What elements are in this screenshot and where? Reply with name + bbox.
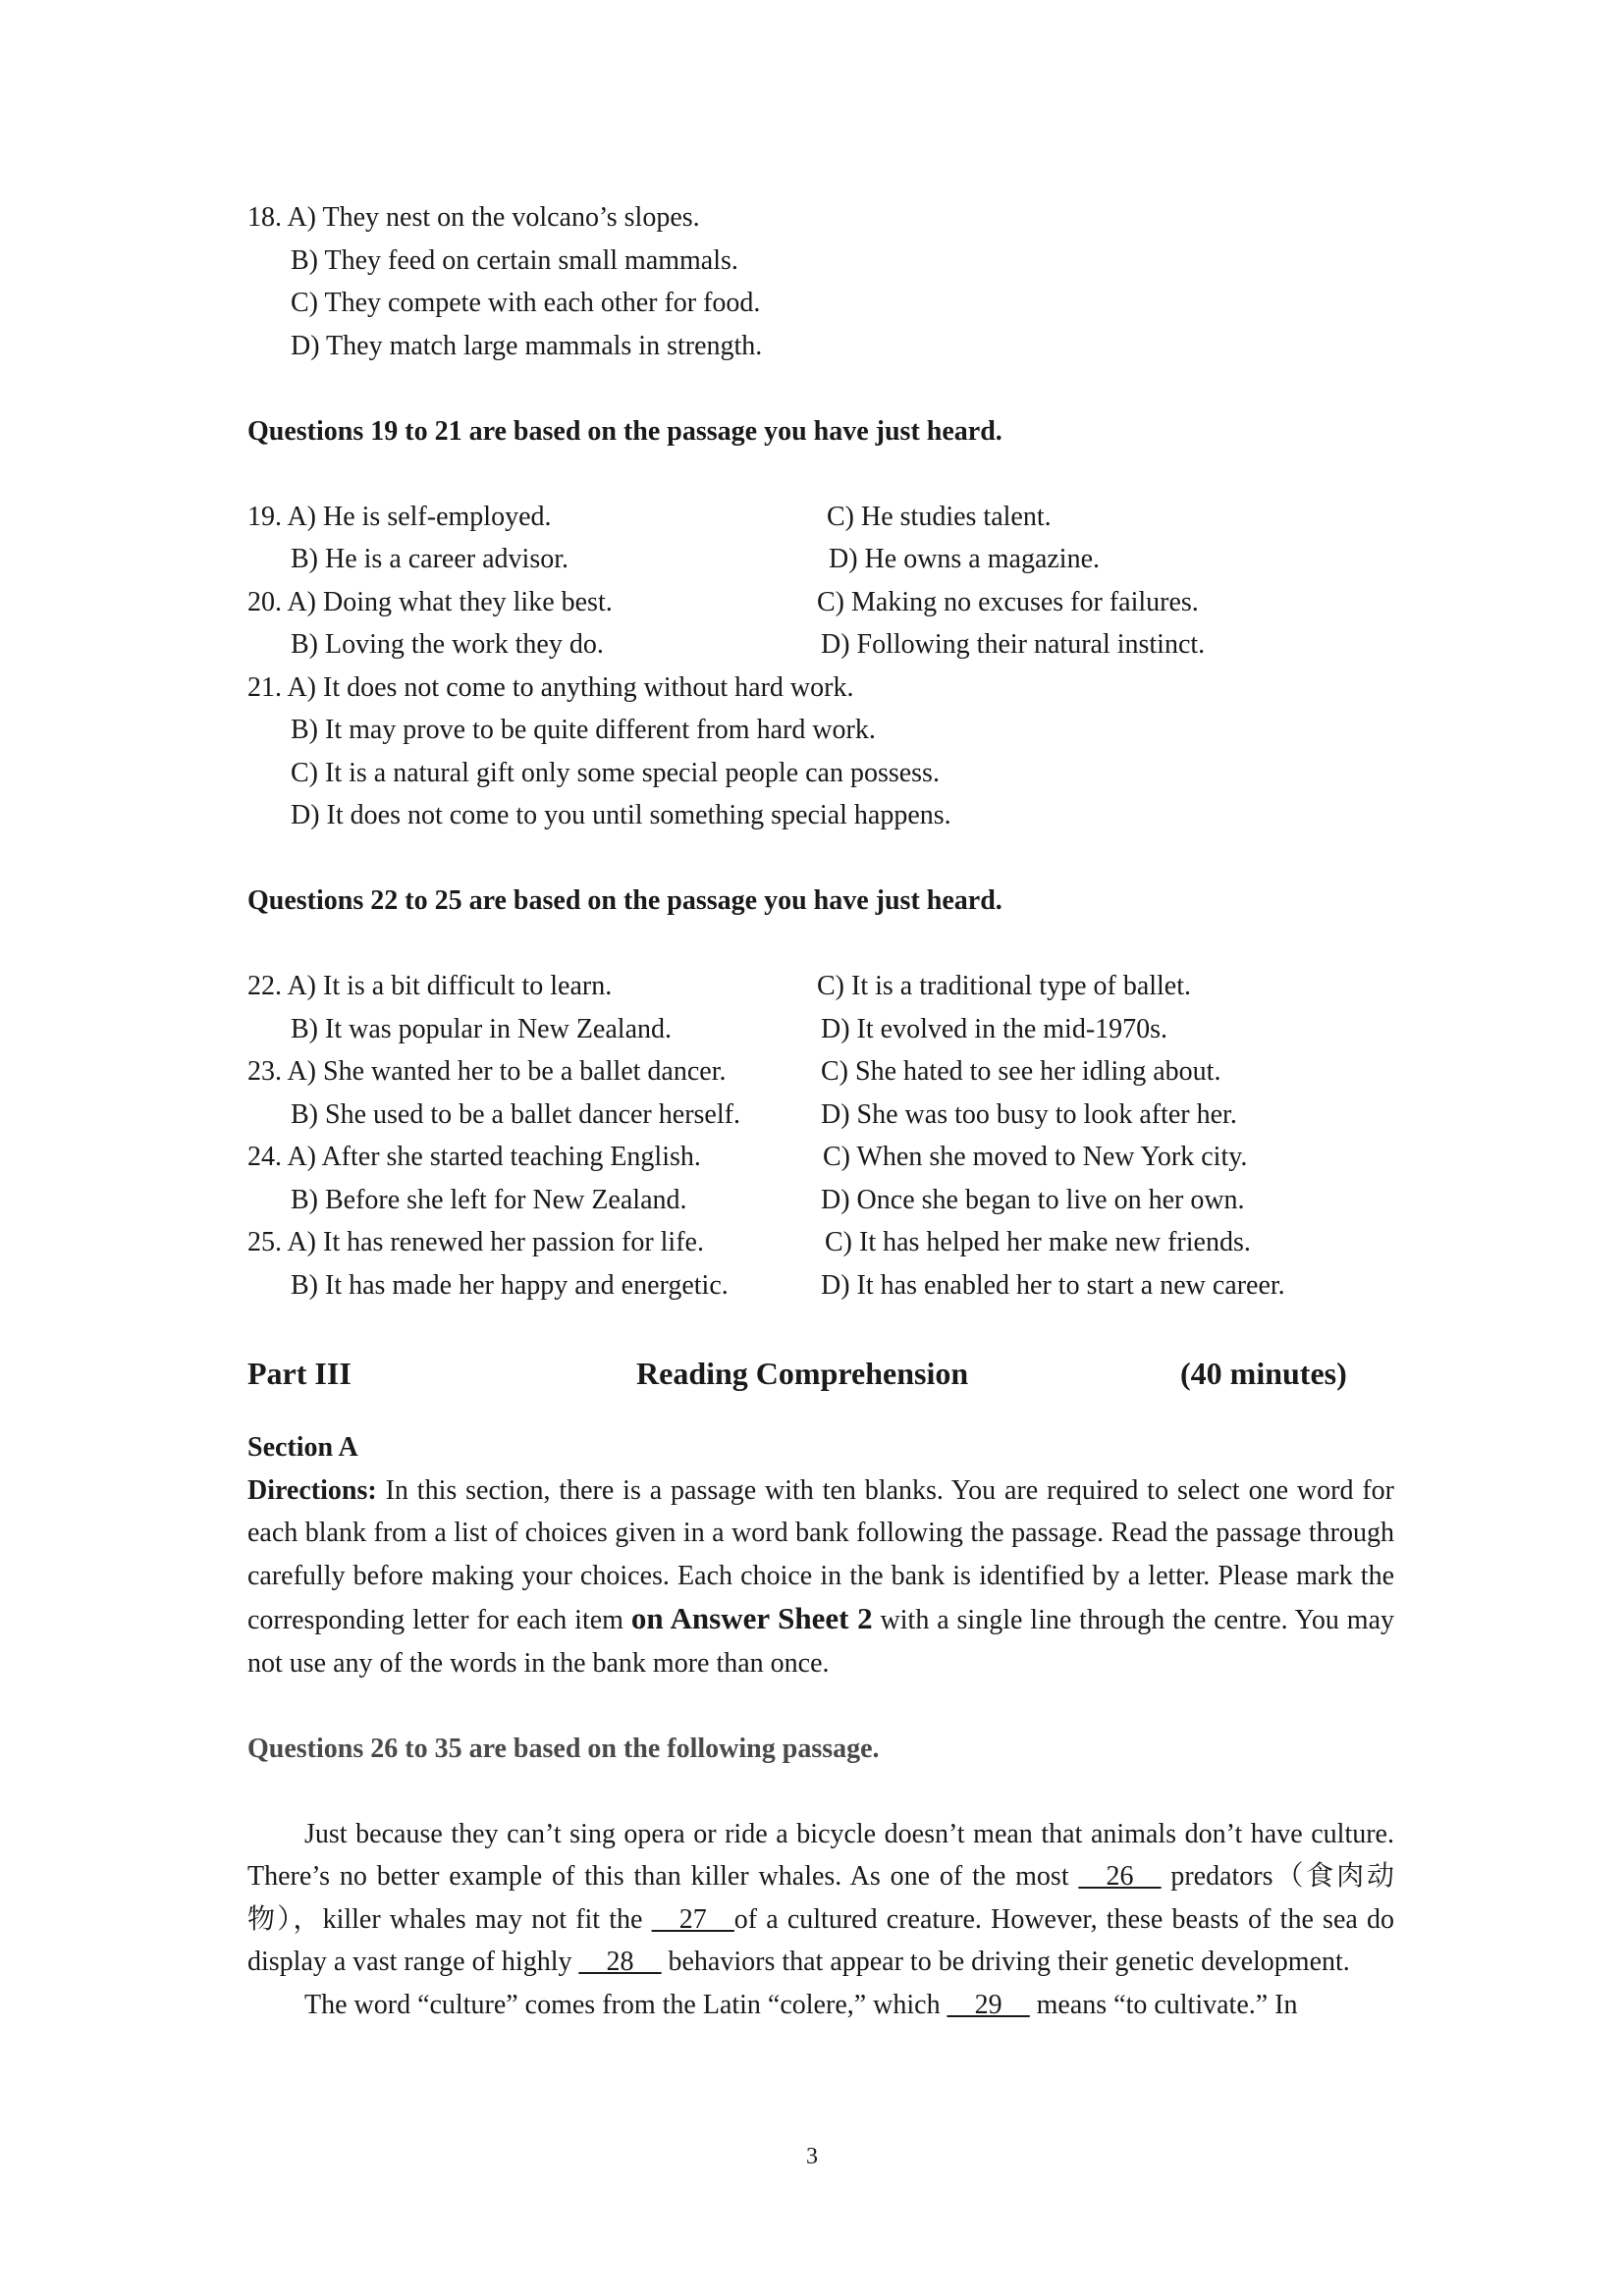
q22-option-b: B) It was popular in New Zealand. xyxy=(291,1013,672,1044)
q20-option-b: B) Loving the work they do. xyxy=(291,629,604,660)
q25-option-b: B) It has made her happy and energetic. xyxy=(291,1269,729,1301)
q20-row-1 xyxy=(247,581,1394,624)
q24-option-a: 24. A) After she started teaching English. xyxy=(247,1142,701,1172)
q19-option-b: B) He is a career advisor. xyxy=(291,544,568,574)
questions-19-21-header: Questions 19 to 21 are based on the passage you have just heard. xyxy=(247,415,1002,447)
q19-row-1 xyxy=(247,496,1394,539)
blank-26: __26__ xyxy=(1078,1861,1162,1892)
q24-option-d: D) Once she began to live on her own. xyxy=(821,1184,1245,1215)
answer-sheet-emphasis: on Answer Sheet 2 xyxy=(630,1601,873,1635)
q22-option-c: C) It is a traditional type of ballet. xyxy=(817,971,1192,1001)
blank-29: __29__ xyxy=(947,1989,1030,2020)
q18-option-b: B) They feed on certain small mammals. xyxy=(291,244,738,276)
q24-option-c: C) When she moved to New York city. xyxy=(823,1142,1248,1172)
q19-option-c: C) He studies talent. xyxy=(827,501,1052,532)
part-label: Part III xyxy=(247,1356,352,1391)
questions-22-25-header: Questions 22 to 25 are based on the passage you have just heard. xyxy=(247,885,1002,916)
q23-option-a: 23. A) She wanted her to be a ballet dancer. xyxy=(247,1056,727,1087)
q21-option-c: C) It is a natural gift only some special people can possess. xyxy=(291,757,940,788)
q22-option-d: D) It evolved in the mid-1970s. xyxy=(821,1013,1168,1044)
questions-26-35-header: Questions 26 to 35 are based on the following passage. xyxy=(247,1733,880,1764)
directions-text-1: In this section, there is a passage with ten blanks. You are required to select one word for each blank from a list of choices given in a word bank following the passage. Read the passage through carefully before making your choices. Each choice in the bank is identified by a letter. Please mark the corresponding letter for each item xyxy=(247,1474,1394,1635)
q23-option-c: C) She hated to see her idling about. xyxy=(821,1056,1221,1087)
passage-text: of a cultured creature. However, these beasts of the sea do display a vast range of highly xyxy=(247,1903,1395,1977)
passage-paragraph-2 xyxy=(247,1984,1394,2027)
q18-option-a: 18. A) They nest on the volcano’s slopes. xyxy=(247,202,700,233)
q25-option-c: C) It has helped her make new friends. xyxy=(825,1227,1251,1257)
q18-option-d: D) They match large mammals in strength. xyxy=(291,330,763,361)
q19-row-2 xyxy=(247,538,1394,581)
part-title: Reading Comprehension xyxy=(636,1356,969,1391)
q24-row-1 xyxy=(247,1136,1394,1179)
passage-text: means “to cultivate.” In xyxy=(1029,1989,1298,2020)
q18-option-c: C) They compete with each other for food. xyxy=(291,288,761,318)
q24-row-2 xyxy=(247,1179,1394,1222)
section-heading: Section A xyxy=(247,1432,358,1463)
exam-page xyxy=(247,196,1394,2026)
q25-row-1 xyxy=(247,1221,1394,1264)
q23-option-b: B) She used to be a ballet dancer herself. xyxy=(291,1098,740,1130)
blank-28: __28__ xyxy=(578,1947,662,1977)
q25-option-a: 25. A) It has renewed her passion for life. xyxy=(247,1227,704,1257)
q25-option-d: D) It has enabled her to start a new career. xyxy=(821,1269,1285,1301)
directions xyxy=(247,1469,1394,1685)
part-time: (40 minutes) xyxy=(1180,1356,1347,1391)
passage-text: The word “culture” comes from the Latin “colere,” which xyxy=(304,1989,947,2020)
q24-option-b: B) Before she left for New Zealand. xyxy=(291,1184,687,1215)
q20-option-a: 20. A) Doing what they like best. xyxy=(247,586,613,617)
passage-paragraph-1 xyxy=(247,1813,1394,1984)
page-number: 3 xyxy=(806,2144,818,2169)
q21-option-d: D) It does not come to you until something special happens. xyxy=(291,800,951,830)
question-18 xyxy=(247,196,1394,367)
q25-row-2 xyxy=(247,1264,1394,1308)
q20-row-2 xyxy=(247,623,1394,667)
directions-text-2: with a single line through the centre. You may not use any of the words in the bank more than once. xyxy=(247,1605,1394,1679)
q22-row-1 xyxy=(247,965,1394,1008)
q20-option-c: C) Making no excuses for failures. xyxy=(817,586,1199,617)
part-heading xyxy=(247,1344,1394,1403)
passage-text: behaviors that appear to be driving their genetic development. xyxy=(661,1947,1350,1977)
q23-row-1 xyxy=(247,1050,1394,1094)
q20-option-d: D) Following their natural instinct. xyxy=(821,629,1206,660)
q19-option-a: 19. A) He is self-employed. xyxy=(247,501,552,532)
directions-label: Directions: xyxy=(247,1474,377,1506)
blank-27: __27__ xyxy=(651,1903,734,1935)
passage-text: predators（食肉动物），killer whales may not fit the xyxy=(247,1861,1394,1935)
q23-row-2 xyxy=(247,1094,1394,1137)
passage-text: Just because they can’t sing opera or ride a bicycle doesn’t mean that animals don’t have culture. There’s no better example of this than killer whales. As one of the most xyxy=(247,1818,1394,1892)
q21-option-a: 21. A) It does not come to anything without hard work. xyxy=(247,671,854,703)
q23-option-d: D) She was too busy to look after her. xyxy=(821,1098,1237,1130)
q22-row-2 xyxy=(247,1008,1394,1051)
q22-option-a: 22. A) It is a bit difficult to learn. xyxy=(247,971,613,1001)
q21-option-b: B) It may prove to be quite different from hard work. xyxy=(291,715,876,745)
q19-option-d: D) He owns a magazine. xyxy=(829,544,1101,574)
